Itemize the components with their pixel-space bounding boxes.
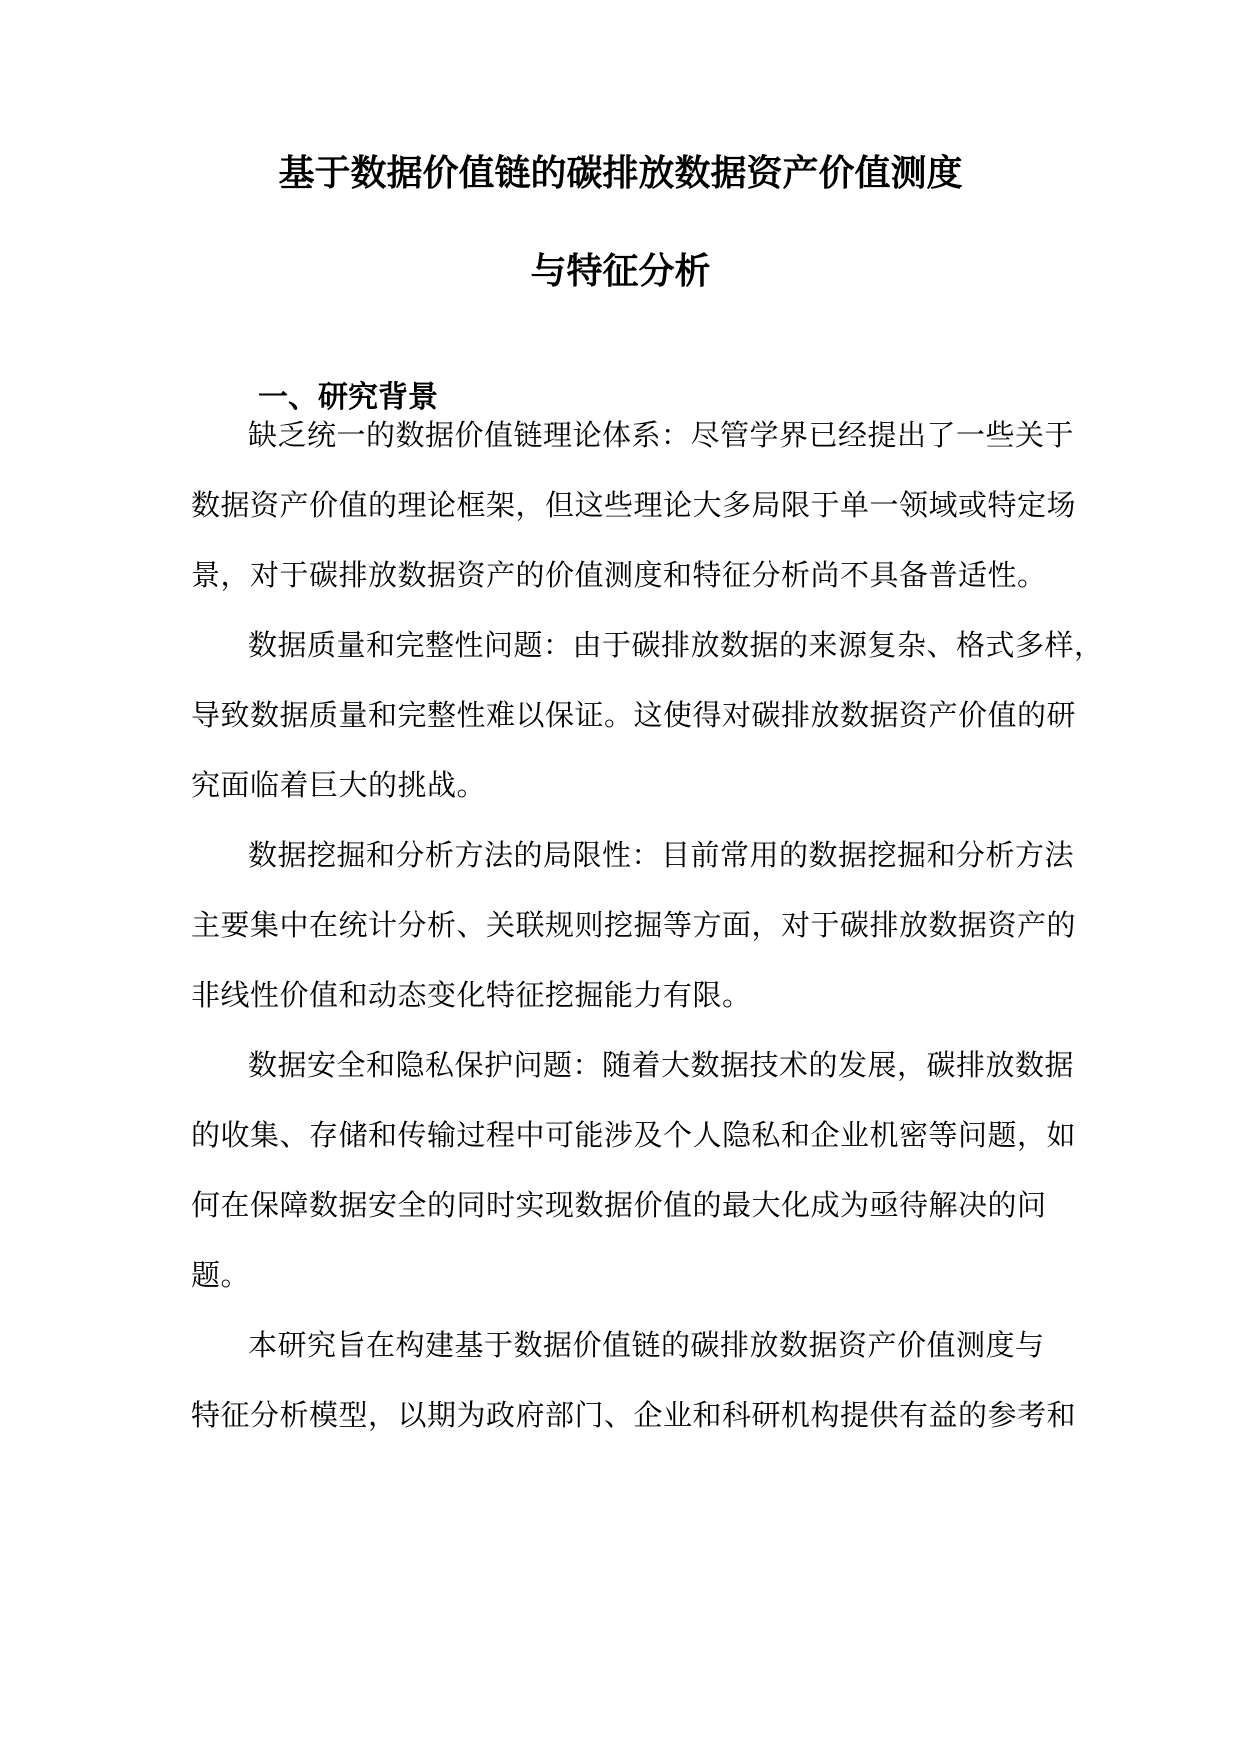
section-heading-research-background: 一、研究背景 bbox=[258, 380, 438, 415]
paragraph-line: 主要集中在统计分析、关联规则挖掘等方面，对于碳排放数据资产的 bbox=[191, 908, 1077, 942]
paragraph-line: 缺乏统一的数据价值链理论体系：尽管学界已经提出了一些关于 bbox=[248, 418, 1075, 452]
paragraph-line: 景，对于碳排放数据资产的价值测度和特征分析尚不具备普适性。 bbox=[191, 558, 1047, 592]
paragraph-line: 究面临着巨大的挑战。 bbox=[191, 768, 487, 802]
paragraph-line: 数据挖掘和分析方法的局限性：目前常用的数据挖掘和分析方法 bbox=[248, 838, 1075, 872]
paragraph-line: 数据资产价值的理论框架，但这些理论大多局限于单一领域或特定场 bbox=[191, 488, 1077, 522]
paragraph-line: 特征分析模型，以期为政府部门、企业和科研机构提供有益的参考和 bbox=[191, 1398, 1077, 1432]
document-title-line-2: 与特征分析 bbox=[530, 251, 711, 292]
paragraph-line: 非线性价值和动态变化特征挖掘能力有限。 bbox=[191, 978, 752, 1012]
paragraph-line: 本研究旨在构建基于数据价值链的碳排放数据资产价值测度与 bbox=[248, 1328, 1045, 1362]
paragraph-line: 导致数据质量和完整性难以保证。这使得对碳排放数据资产价值的研 bbox=[191, 698, 1077, 732]
paragraph-line: 的收集、存储和传输过程中可能涉及个人隐私和企业机密等问题，如 bbox=[191, 1118, 1077, 1152]
paragraph-line: 数据质量和完整性问题：由于碳排放数据的来源复杂、格式多样， bbox=[248, 628, 1104, 662]
document-title-line-1: 基于数据价值链的碳排放数据资产价值测度 bbox=[278, 153, 963, 194]
paragraph-line: 何在保障数据安全的同时实现数据价值的最大化成为亟待解决的问 bbox=[191, 1188, 1047, 1222]
paragraph-line: 题。 bbox=[191, 1258, 251, 1292]
paragraph-line: 数据安全和隐私保护问题：随着大数据技术的发展，碳排放数据 bbox=[248, 1048, 1075, 1082]
